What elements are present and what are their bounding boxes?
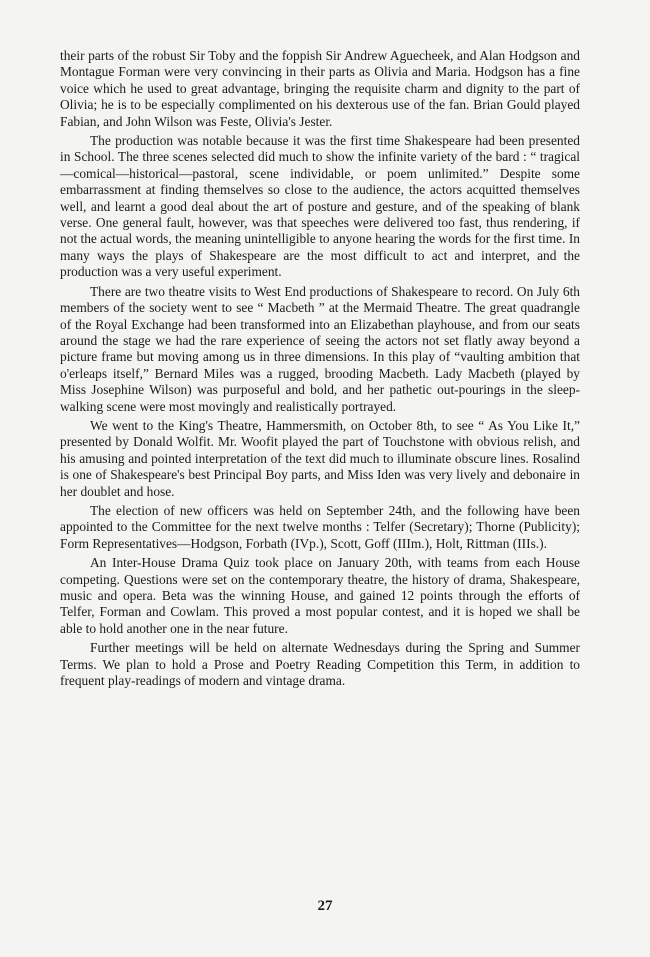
paragraph-drama-quiz: An Inter-House Drama Quiz took place on January 20th, with teams from each House competing. Questions were set on the contemporary theatre, the history of drama, Shakespeare, music and opera. Beta was the winning House, and gained 12 points through the efforts of Telfer, Forman and Cowlam. This proved a most popular contest, and it is hoped we shall be able to hold another one in the near future. xyxy=(60,555,580,636)
body-text xyxy=(60,48,580,689)
paragraph-continuation: their parts of the robust Sir Toby and the foppish Sir Andrew Aguecheek, and Alan Hodgson and Montague Forman were very convincing in their parts as Olivia and Maria. Hodgson has a fine voice which he used to great advantage, bringing the requisite charm and dignity to the part of Olivia; he is to be especially complimented on his dexterous use of the fan. Brian Gould played Fabian, and John Wilson was Feste, Olivia's Jester. xyxy=(60,48,580,129)
paragraph-theatre-visits: There are two theatre visits to West End productions of Shakespeare to record. On July 6th members of the society went to see “ Macbeth ” at the Mermaid Theatre. The great quadrangle of the Royal Exchange had been transformed into an Elizabethan playhouse, and from our seats around the stage we had the rare experience of seeing the actors not set flatly away beyond a picture frame but moving among us in three dimensions. In this play of “vaulting ambition that o'erleaps itself,” Bernard Miles was a rugged, brooding Macbeth. Lady Macbeth (played by Miss Josephine Wilson) was purposeful and bold, and her pathetic out-pourings in the sleep-walking scene were most movingly and realistically portrayed. xyxy=(60,283,580,414)
paragraph-election: The election of new officers was held on September 24th, and the following have been appointed to the Committee for the next twelve months : Telfer (Secretary); Thorne (Publicity); Form Representatives—Hodgson, Forbath (IVp.), Scott, Goff (IIIm.), Holt, Rittman (IIIs.). xyxy=(60,502,580,551)
page-number: 27 xyxy=(317,898,333,914)
paragraph-kings-theatre: We went to the King's Theatre, Hammersmith, on October 8th, to see “ As You Like It,” presented by Donald Wolfit. Mr. Woofit played the part of Touchstone with obvious relish, and his amusing and pointed interpretation of the text did much to illuminate obscure lines. Rosalind is one of Shakespeare's best Principal Boy parts, and Miss Iden was very lively and debonaire in her doublet and hose. xyxy=(60,417,580,499)
paragraph-further-meetings: Further meetings will be held on alternate Wednesdays during the Spring and Summer Terms. We plan to hold a Prose and Poetry Reading Competition this Term, in addition to frequent play-readings of modern and vintage drama. xyxy=(60,640,580,689)
paragraph-production: The production was notable because it was the first time Shakespeare had been presented in School. The three scenes selected did much to show the infinite variety of the bard : “ tragical—comical—historical—pastoral, scene individable, or poem unlimited.” Despite some embarrassment at finding themselves so close to the audience, the actors acquitted themselves well, and learnt a good deal about the art of posture and gesture, and of the speaking of blank verse. One general fault, however, was that speeches were delivered too fast, thus rendering, if not the actual words, the meaning unintelligible to anyone hearing the words for the first time. In many ways the plays of Shakespeare are the most difficult to act and interpret, and the production was a very useful experiment. xyxy=(60,133,580,280)
